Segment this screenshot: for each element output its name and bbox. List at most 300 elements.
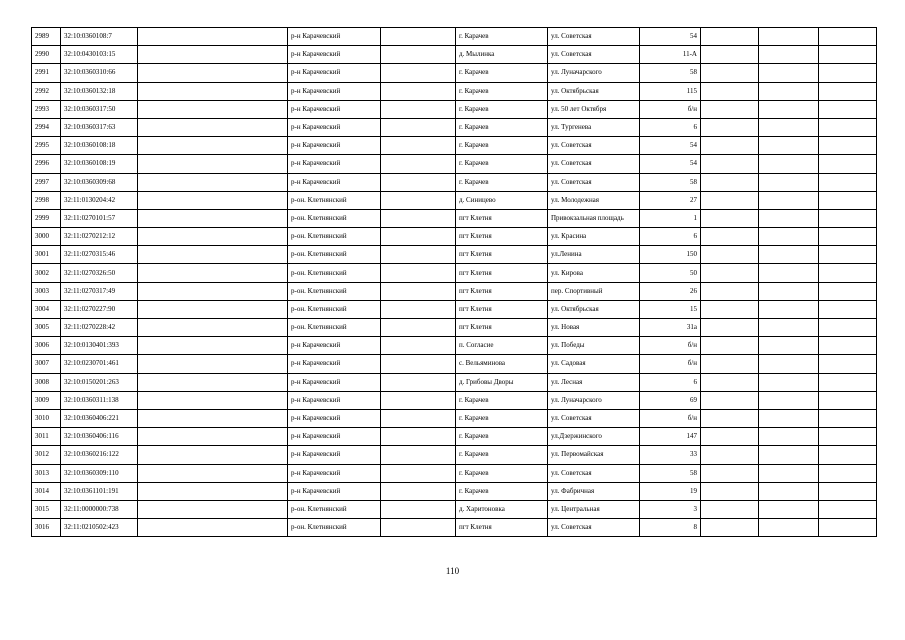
table-row: [32, 319, 877, 337]
table-row: [32, 137, 877, 155]
empty-cell: [381, 28, 456, 46]
empty-cell: [381, 64, 456, 82]
empty-cell: [819, 28, 877, 46]
settlement-cell: г. Карачев: [456, 391, 548, 409]
settlement-cell: г. Карачев: [456, 428, 548, 446]
house-number-cell: 58: [640, 64, 701, 82]
empty-cell: [819, 391, 877, 409]
house-number-cell: 1: [640, 209, 701, 227]
table-row: [32, 300, 877, 318]
street-cell: ул. Луначарского: [548, 64, 640, 82]
settlement-cell: г. Карачев: [456, 137, 548, 155]
empty-cell: [381, 300, 456, 318]
empty-cell: [381, 137, 456, 155]
house-number-cell: 54: [640, 28, 701, 46]
empty-cell: [701, 519, 759, 537]
empty-cell: [759, 82, 819, 100]
table-row: [32, 118, 877, 136]
row-number-cell: 2998: [32, 191, 61, 209]
empty-cell: [138, 137, 288, 155]
empty-cell: [819, 191, 877, 209]
empty-cell: [381, 428, 456, 446]
cadastral-number-cell: 32:10:0360108:19: [61, 155, 138, 173]
empty-cell: [819, 519, 877, 537]
table-row: [32, 428, 877, 446]
street-cell: ул. 50 лет Октября: [548, 100, 640, 118]
settlement-cell: г. Карачев: [456, 409, 548, 427]
table-row: [32, 191, 877, 209]
row-number-cell: 3006: [32, 337, 61, 355]
row-number-cell: 3013: [32, 464, 61, 482]
street-cell: ул. Октябрьская: [548, 82, 640, 100]
empty-cell: [381, 264, 456, 282]
district-cell: р-н Карачевский: [288, 464, 381, 482]
district-cell: р-он. Клетнянский: [288, 246, 381, 264]
empty-cell: [138, 173, 288, 191]
district-cell: р-н Карачевский: [288, 446, 381, 464]
settlement-cell: г. Карачев: [456, 464, 548, 482]
empty-cell: [381, 155, 456, 173]
house-number-cell: 31а: [640, 319, 701, 337]
cadastral-number-cell: 32:11:0270317:49: [61, 282, 138, 300]
house-number-cell: 15: [640, 300, 701, 318]
cadastral-number-cell: 32:10:0360309:110: [61, 464, 138, 482]
empty-cell: [819, 446, 877, 464]
cadastral-number-cell: 32:10:0150201:263: [61, 373, 138, 391]
house-number-cell: 50: [640, 264, 701, 282]
empty-cell: [138, 446, 288, 464]
empty-cell: [759, 500, 819, 518]
settlement-cell: г. Карачев: [456, 118, 548, 136]
empty-cell: [819, 282, 877, 300]
empty-cell: [759, 319, 819, 337]
street-cell: ул. Советская: [548, 519, 640, 537]
empty-cell: [819, 228, 877, 246]
empty-cell: [381, 118, 456, 136]
empty-cell: [701, 300, 759, 318]
table-row: [32, 64, 877, 82]
row-number-cell: 3001: [32, 246, 61, 264]
cadastral-number-cell: 32:10:0361101:191: [61, 482, 138, 500]
settlement-cell: д. Синицево: [456, 191, 548, 209]
row-number-cell: 3003: [32, 282, 61, 300]
table-row: [32, 482, 877, 500]
table-row: [32, 209, 877, 227]
empty-cell: [701, 228, 759, 246]
house-number-cell: б/н: [640, 100, 701, 118]
empty-cell: [138, 428, 288, 446]
empty-cell: [759, 264, 819, 282]
empty-cell: [138, 500, 288, 518]
district-cell: р-он. Клетнянский: [288, 300, 381, 318]
empty-cell: [819, 319, 877, 337]
settlement-cell: пгт Клетня: [456, 300, 548, 318]
empty-cell: [701, 82, 759, 100]
district-cell: р-н Карачевский: [288, 373, 381, 391]
table-row: [32, 100, 877, 118]
settlement-cell: г. Карачев: [456, 82, 548, 100]
empty-cell: [701, 28, 759, 46]
empty-cell: [701, 391, 759, 409]
empty-cell: [138, 519, 288, 537]
cadastral-number-cell: 32:10:0360317:63: [61, 118, 138, 136]
table-row: [32, 155, 877, 173]
empty-cell: [759, 464, 819, 482]
empty-cell: [759, 282, 819, 300]
table-body: [32, 28, 877, 537]
table-row: [32, 500, 877, 518]
empty-cell: [138, 464, 288, 482]
empty-cell: [759, 373, 819, 391]
row-number-cell: 3015: [32, 500, 61, 518]
empty-cell: [138, 319, 288, 337]
cadastral-number-cell: 32:10:0230701:461: [61, 355, 138, 373]
table-row: [32, 391, 877, 409]
empty-cell: [701, 482, 759, 500]
empty-cell: [819, 209, 877, 227]
street-cell: ул. Фабричная: [548, 482, 640, 500]
empty-cell: [381, 482, 456, 500]
empty-cell: [759, 409, 819, 427]
cadastral-number-cell: 32:10:0360216:122: [61, 446, 138, 464]
street-cell: ул. Советская: [548, 137, 640, 155]
empty-cell: [381, 373, 456, 391]
empty-cell: [819, 100, 877, 118]
empty-cell: [819, 118, 877, 136]
district-cell: р-н Карачевский: [288, 64, 381, 82]
empty-cell: [759, 209, 819, 227]
settlement-cell: г. Карачев: [456, 155, 548, 173]
table-row: [32, 246, 877, 264]
empty-cell: [381, 282, 456, 300]
street-cell: ул. Советская: [548, 173, 640, 191]
row-number-cell: 3012: [32, 446, 61, 464]
district-cell: р-он. Клетнянский: [288, 264, 381, 282]
district-cell: р-он. Клетнянский: [288, 191, 381, 209]
district-cell: р-он. Клетнянский: [288, 282, 381, 300]
house-number-cell: б/н: [640, 355, 701, 373]
district-cell: р-н Карачевский: [288, 100, 381, 118]
empty-cell: [701, 137, 759, 155]
empty-cell: [381, 246, 456, 264]
street-cell: ул. Советская: [548, 28, 640, 46]
empty-cell: [381, 173, 456, 191]
empty-cell: [759, 300, 819, 318]
cadastral-number-cell: 32:11:0270315:46: [61, 246, 138, 264]
empty-cell: [138, 373, 288, 391]
empty-cell: [381, 319, 456, 337]
row-number-cell: 2996: [32, 155, 61, 173]
street-cell: ул. Победы: [548, 337, 640, 355]
row-number-cell: 2999: [32, 209, 61, 227]
empty-cell: [759, 228, 819, 246]
house-number-cell: 6: [640, 373, 701, 391]
house-number-cell: 6: [640, 118, 701, 136]
cadastral-number-cell: 32:10:0360406:116: [61, 428, 138, 446]
empty-cell: [138, 155, 288, 173]
settlement-cell: пгт Клетня: [456, 209, 548, 227]
empty-cell: [381, 355, 456, 373]
settlement-cell: пгт Клетня: [456, 264, 548, 282]
house-number-cell: 6: [640, 228, 701, 246]
district-cell: р-н Карачевский: [288, 28, 381, 46]
empty-cell: [759, 118, 819, 136]
table-row: [32, 337, 877, 355]
district-cell: р-н Карачевский: [288, 409, 381, 427]
settlement-cell: д. Мылинка: [456, 46, 548, 64]
house-number-cell: 54: [640, 155, 701, 173]
table-row: [32, 355, 877, 373]
district-cell: р-н Карачевский: [288, 391, 381, 409]
settlement-cell: д. Грибовы Дворы: [456, 373, 548, 391]
table-row: [32, 464, 877, 482]
empty-cell: [381, 464, 456, 482]
empty-cell: [759, 137, 819, 155]
empty-cell: [138, 391, 288, 409]
district-cell: р-н Карачевский: [288, 82, 381, 100]
empty-cell: [819, 300, 877, 318]
empty-cell: [381, 409, 456, 427]
house-number-cell: 26: [640, 282, 701, 300]
cadastral-number-cell: 32:11:0270326:50: [61, 264, 138, 282]
empty-cell: [138, 64, 288, 82]
table-row: [32, 446, 877, 464]
cadastral-number-cell: 32:10:0130401:393: [61, 337, 138, 355]
empty-cell: [701, 373, 759, 391]
cadastral-number-cell: 32:10:0360108:7: [61, 28, 138, 46]
settlement-cell: п. Согласие: [456, 337, 548, 355]
empty-cell: [819, 500, 877, 518]
empty-cell: [138, 209, 288, 227]
empty-cell: [138, 118, 288, 136]
settlement-cell: с. Вельяминова: [456, 355, 548, 373]
district-cell: р-он. Клетнянский: [288, 519, 381, 537]
empty-cell: [759, 428, 819, 446]
row-number-cell: 3004: [32, 300, 61, 318]
empty-cell: [381, 100, 456, 118]
settlement-cell: г. Карачев: [456, 28, 548, 46]
registry-table: [31, 27, 877, 537]
empty-cell: [701, 118, 759, 136]
street-cell: ул. Центральная: [548, 500, 640, 518]
house-number-cell: 54: [640, 137, 701, 155]
row-number-cell: 3014: [32, 482, 61, 500]
street-cell: ул. Советская: [548, 46, 640, 64]
house-number-cell: 58: [640, 173, 701, 191]
cadastral-number-cell: 32:10:0360309:68: [61, 173, 138, 191]
street-cell: ул. Советская: [548, 155, 640, 173]
district-cell: р-он. Клетнянский: [288, 500, 381, 518]
empty-cell: [701, 155, 759, 173]
empty-cell: [138, 46, 288, 64]
cadastral-number-cell: 32:10:0430103:15: [61, 46, 138, 64]
district-cell: р-н Карачевский: [288, 137, 381, 155]
house-number-cell: 3: [640, 500, 701, 518]
house-number-cell: 19: [640, 482, 701, 500]
row-number-cell: 3008: [32, 373, 61, 391]
empty-cell: [759, 446, 819, 464]
settlement-cell: пгт Клетня: [456, 319, 548, 337]
district-cell: р-он. Клетнянский: [288, 228, 381, 246]
empty-cell: [759, 355, 819, 373]
cadastral-number-cell: 32:11:0210502:423: [61, 519, 138, 537]
cadastral-number-cell: 32:11:0270101:57: [61, 209, 138, 227]
table-row: [32, 28, 877, 46]
street-cell: ул. Молодежная: [548, 191, 640, 209]
empty-cell: [819, 464, 877, 482]
street-cell: ул. Первомайская: [548, 446, 640, 464]
table-row: [32, 82, 877, 100]
empty-cell: [138, 82, 288, 100]
empty-cell: [819, 82, 877, 100]
table-row: [32, 264, 877, 282]
row-number-cell: 3011: [32, 428, 61, 446]
table-row: [32, 519, 877, 537]
empty-cell: [701, 173, 759, 191]
house-number-cell: 58: [640, 464, 701, 482]
district-cell: р-он. Клетнянский: [288, 319, 381, 337]
street-cell: ул. Тургенева: [548, 118, 640, 136]
empty-cell: [138, 482, 288, 500]
row-number-cell: 2994: [32, 118, 61, 136]
district-cell: р-н Карачевский: [288, 482, 381, 500]
house-number-cell: б/н: [640, 409, 701, 427]
empty-cell: [819, 46, 877, 64]
street-cell: ул.Дзержинского: [548, 428, 640, 446]
empty-cell: [701, 246, 759, 264]
cadastral-number-cell: 32:11:0270228:42: [61, 319, 138, 337]
empty-cell: [381, 391, 456, 409]
empty-cell: [819, 428, 877, 446]
house-number-cell: 8: [640, 519, 701, 537]
empty-cell: [138, 409, 288, 427]
street-cell: ул. Новая: [548, 319, 640, 337]
empty-cell: [138, 282, 288, 300]
empty-cell: [759, 64, 819, 82]
empty-cell: [819, 409, 877, 427]
settlement-cell: г. Карачев: [456, 446, 548, 464]
district-cell: р-н Карачевский: [288, 337, 381, 355]
row-number-cell: 3002: [32, 264, 61, 282]
empty-cell: [138, 246, 288, 264]
empty-cell: [759, 337, 819, 355]
row-number-cell: 3016: [32, 519, 61, 537]
empty-cell: [381, 46, 456, 64]
cadastral-number-cell: 32:10:0360406:221: [61, 409, 138, 427]
house-number-cell: 115: [640, 82, 701, 100]
table-row: [32, 409, 877, 427]
empty-cell: [819, 482, 877, 500]
empty-cell: [381, 519, 456, 537]
empty-cell: [819, 64, 877, 82]
empty-cell: [381, 209, 456, 227]
house-number-cell: 69: [640, 391, 701, 409]
cadastral-number-cell: 32:10:0360108:18: [61, 137, 138, 155]
district-cell: р-он. Клетнянский: [288, 209, 381, 227]
street-cell: пер. Спортивный: [548, 282, 640, 300]
empty-cell: [759, 155, 819, 173]
row-number-cell: 2992: [32, 82, 61, 100]
empty-cell: [701, 282, 759, 300]
empty-cell: [819, 355, 877, 373]
empty-cell: [381, 337, 456, 355]
cadastral-number-cell: 32:11:0270227:90: [61, 300, 138, 318]
street-cell: ул. Советская: [548, 464, 640, 482]
empty-cell: [701, 428, 759, 446]
empty-cell: [819, 173, 877, 191]
empty-cell: [701, 100, 759, 118]
settlement-cell: д. Харитоновка: [456, 500, 548, 518]
row-number-cell: 3007: [32, 355, 61, 373]
district-cell: р-н Карачевский: [288, 155, 381, 173]
empty-cell: [759, 28, 819, 46]
empty-cell: [138, 300, 288, 318]
row-number-cell: 2990: [32, 46, 61, 64]
row-number-cell: 2989: [32, 28, 61, 46]
street-cell: ул. Лесная: [548, 373, 640, 391]
street-cell: ул. Кирова: [548, 264, 640, 282]
empty-cell: [819, 137, 877, 155]
empty-cell: [759, 191, 819, 209]
empty-cell: [759, 46, 819, 64]
cadastral-number-cell: 32:10:0360132:18: [61, 82, 138, 100]
row-number-cell: 2997: [32, 173, 61, 191]
district-cell: р-н Карачевский: [288, 428, 381, 446]
empty-cell: [701, 46, 759, 64]
cadastral-number-cell: 32:10:0360311:138: [61, 391, 138, 409]
cadastral-number-cell: 32:11:0000000:738: [61, 500, 138, 518]
row-number-cell: 2991: [32, 64, 61, 82]
empty-cell: [819, 337, 877, 355]
table-row: [32, 173, 877, 191]
empty-cell: [819, 246, 877, 264]
row-number-cell: 2995: [32, 137, 61, 155]
empty-cell: [381, 228, 456, 246]
settlement-cell: пгт Клетня: [456, 246, 548, 264]
house-number-cell: 147: [640, 428, 701, 446]
empty-cell: [138, 100, 288, 118]
empty-cell: [759, 482, 819, 500]
empty-cell: [138, 28, 288, 46]
district-cell: р-н Карачевский: [288, 118, 381, 136]
street-cell: ул. Красина: [548, 228, 640, 246]
empty-cell: [819, 264, 877, 282]
empty-cell: [701, 464, 759, 482]
row-number-cell: 3009: [32, 391, 61, 409]
street-cell: ул. Советская: [548, 409, 640, 427]
district-cell: р-н Карачевский: [288, 173, 381, 191]
empty-cell: [381, 500, 456, 518]
settlement-cell: г. Карачев: [456, 482, 548, 500]
empty-cell: [701, 409, 759, 427]
empty-cell: [701, 209, 759, 227]
empty-cell: [759, 173, 819, 191]
cadastral-number-cell: 32:11:0130204:42: [61, 191, 138, 209]
street-cell: ул. Луначарского: [548, 391, 640, 409]
empty-cell: [138, 191, 288, 209]
empty-cell: [759, 391, 819, 409]
empty-cell: [138, 337, 288, 355]
empty-cell: [701, 319, 759, 337]
house-number-cell: б/н: [640, 337, 701, 355]
row-number-cell: 2993: [32, 100, 61, 118]
district-cell: р-н Карачевский: [288, 46, 381, 64]
street-cell: ул. Октябрьская: [548, 300, 640, 318]
empty-cell: [701, 337, 759, 355]
empty-cell: [759, 100, 819, 118]
street-cell: Привокзальная площадь: [548, 209, 640, 227]
house-number-cell: 33: [640, 446, 701, 464]
